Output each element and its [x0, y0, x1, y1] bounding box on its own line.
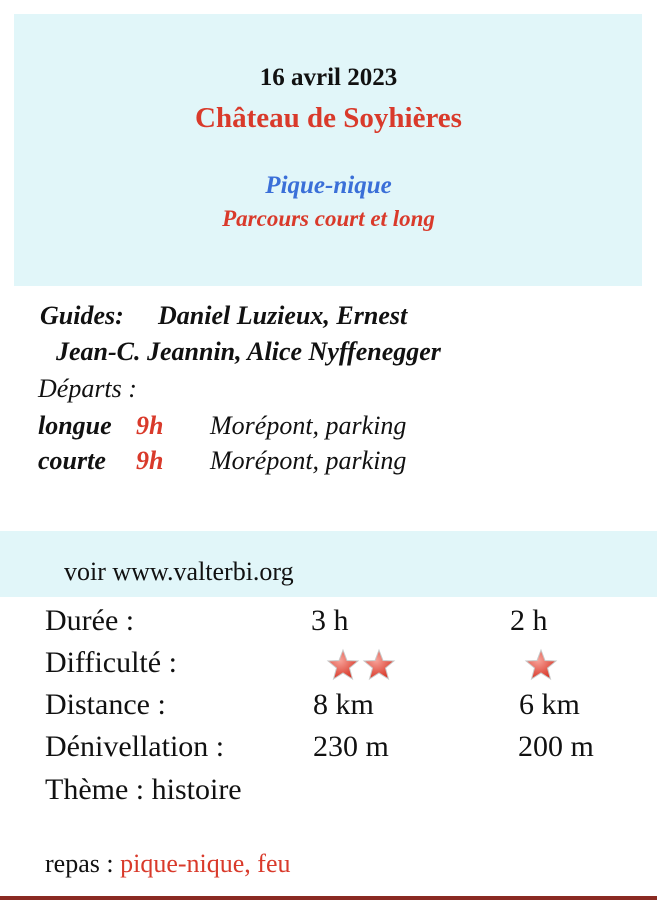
- elevation-label: Dénivellation :: [45, 730, 225, 763]
- event-routes: Parcours court et long: [222, 206, 435, 231]
- elevation-short: 200 m: [518, 730, 594, 763]
- elevation-long: 230 m: [313, 730, 389, 763]
- departure-type-short: courte: [38, 446, 106, 475]
- departure-type-long: longue: [38, 411, 112, 440]
- difficulty-star-icon: [326, 648, 360, 682]
- departure-time-short: 9h: [136, 446, 164, 475]
- theme-value: histoire: [151, 773, 242, 806]
- distance-long: 8 km: [313, 688, 374, 721]
- theme-row: [45, 772, 242, 808]
- departure-place-short: Morépont, parking: [210, 446, 407, 475]
- departure-place-long: Morépont, parking: [210, 411, 407, 440]
- event-location: Château de Soyhières: [195, 102, 462, 134]
- meal-row: [45, 848, 290, 880]
- guides-label: Guides:: [40, 301, 124, 330]
- departure-time-long: 9h: [136, 411, 164, 440]
- difficulty-star-icon: [362, 648, 396, 682]
- duration-long: 3 h: [311, 604, 349, 637]
- distance-short: 6 km: [519, 688, 580, 721]
- departures-label: Départs :: [38, 374, 137, 403]
- distance-label: Distance :: [45, 688, 166, 721]
- difficulty-label: Difficulté :: [45, 646, 177, 679]
- event-date: 16 avril 2023: [259, 64, 398, 91]
- difficulty-long-stars: [326, 648, 396, 682]
- bottom-divider: [0, 896, 657, 900]
- meal-label: repas :: [45, 849, 114, 878]
- guides-names-line2: Jean-C. Jeannin, Alice Nyffenegger: [56, 337, 441, 366]
- difficulty-short-stars: [524, 648, 558, 682]
- header-panel: [14, 14, 642, 286]
- event-picnic: Pique-nique: [265, 172, 392, 199]
- guides-names-line1: Daniel Luzieux, Ernest: [158, 301, 408, 330]
- theme-label: Thème :: [45, 773, 145, 806]
- meal-value: pique-nique, feu: [120, 849, 291, 878]
- duration-label: Durée :: [45, 604, 135, 637]
- difficulty-star-icon: [524, 648, 558, 682]
- website-link[interactable]: voir www.valterbi.org: [64, 557, 294, 586]
- duration-short: 2 h: [510, 604, 548, 637]
